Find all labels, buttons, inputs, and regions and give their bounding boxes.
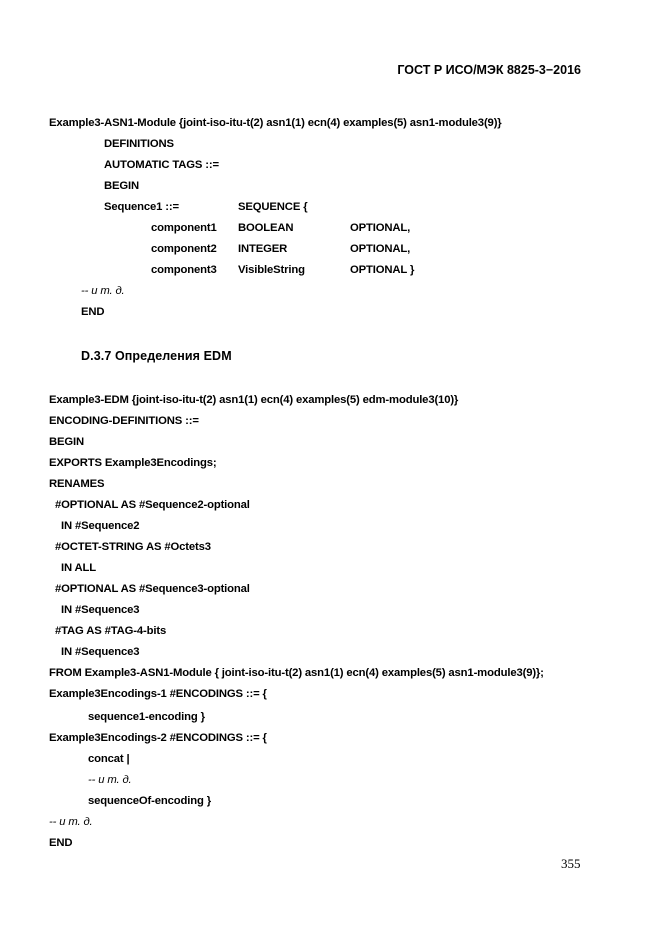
edm-line: Example3-EDM {joint-iso-itu-t(2) asn1(1) ecn(4) examples(5) edm-module3(10)} (49, 394, 459, 406)
component-optional: OPTIONAL, (350, 243, 411, 255)
edm-line: #OPTIONAL AS #Sequence3-optional (49, 583, 250, 595)
end-keyword: END (49, 837, 73, 849)
etc-comment: -- и т. д. (88, 774, 132, 786)
edm-line: sequenceOf-encoding } (88, 795, 212, 807)
edm-line: RENAMES (49, 478, 105, 490)
edm-line: #OPTIONAL AS #Sequence2-optional (49, 499, 250, 511)
section-title: D.3.7 Определения EDM (81, 349, 232, 363)
end-keyword: END (81, 306, 105, 318)
edm-line: ENCODING-DEFINITIONS ::= (49, 415, 199, 427)
asn1-module-header: Example3-ASN1-Module {joint-iso-itu-t(2) asn1(1) ecn(4) examples(5) asn1-module3(9)} (49, 117, 502, 129)
component-type: BOOLEAN (238, 222, 294, 234)
sequence-type: SEQUENCE { (238, 201, 308, 213)
edm-line: sequence1-encoding } (88, 711, 205, 723)
standard-header: ГОСТ Р ИСО/МЭК 8825-3−2016 (397, 63, 581, 77)
sequence-name: Sequence1 ::= (104, 201, 179, 213)
edm-line: BEGIN (49, 436, 85, 448)
component-name: component1 (151, 222, 217, 234)
tags-line: AUTOMATIC TAGS ::= (104, 159, 219, 171)
edm-line: #OCTET-STRING AS #Octets3 (49, 541, 211, 553)
page-number: 355 (561, 856, 581, 871)
edm-line: FROM Example3-ASN1-Module { joint-iso-itu-t(2) asn1(1) ecn(4) examples(5) asn1-module3(9)}; (49, 667, 544, 679)
edm-line: concat | (88, 753, 130, 765)
definitions-keyword: DEFINITIONS (104, 138, 174, 150)
edm-line: Example3Encodings-1 #ENCODINGS ::= { (49, 688, 267, 700)
edm-line: IN #Sequence2 (49, 520, 140, 532)
component-optional: OPTIONAL } (350, 264, 415, 276)
edm-line: EXPORTS Example3Encodings; (49, 457, 217, 469)
edm-line: Example3Encodings-2 #ENCODINGS ::= { (49, 732, 267, 744)
component-name: component3 (151, 264, 217, 276)
component-name: component2 (151, 243, 217, 255)
component-optional: OPTIONAL, (350, 222, 411, 234)
edm-line: IN #Sequence3 (49, 646, 140, 658)
component-type: INTEGER (238, 243, 288, 255)
etc-comment: -- и т. д. (49, 816, 93, 828)
edm-line: #TAG AS #TAG-4-bits (49, 625, 167, 637)
etc-comment: -- и т. д. (81, 285, 125, 297)
component-type: VisibleString (238, 264, 305, 276)
begin-keyword: BEGIN (104, 180, 140, 192)
edm-line: IN #Sequence3 (49, 604, 140, 616)
edm-line: IN ALL (49, 562, 97, 574)
